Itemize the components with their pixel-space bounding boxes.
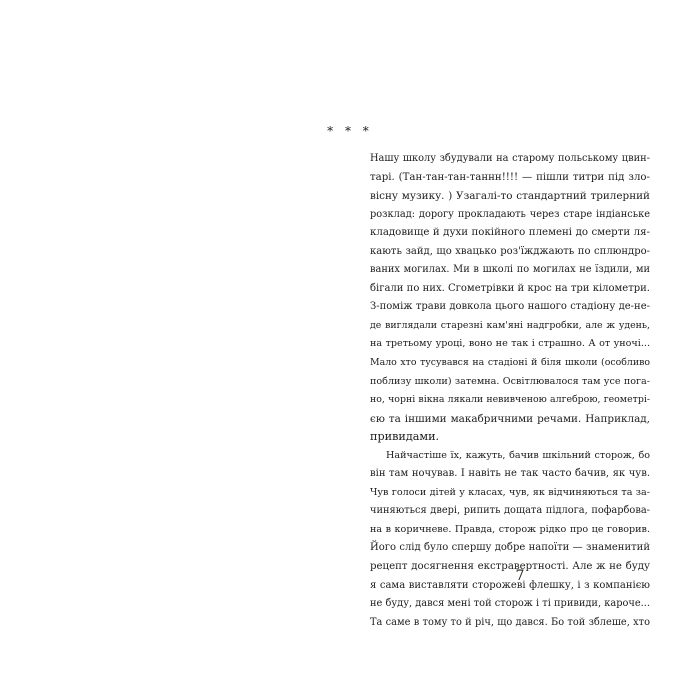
text-line: єю та іншими макабричними речами. Наприклад, [370, 412, 650, 425]
text-line: вісну музику. ) Узагалі-то стандартний трилерний [370, 190, 650, 203]
text-line: розклад: дорогу прокладають через старе індіанське [370, 208, 650, 220]
text-line: Нашу школу збудували на старому польському цвин- [370, 153, 650, 164]
text-line: ваних могилах. Ми в школі по могилах не їздили, ми [370, 264, 650, 276]
text-line: кладовище й духи покійного племені до смерти ля- [370, 227, 650, 239]
text-line: чиняються двері, рипить дощата підлога, пофарбова- [370, 505, 650, 517]
text-line: Найчастіше їх, кажуть, бачив шкільний сторож, бо [386, 449, 650, 461]
text-line: де виглядали старезні кам'яні надгробки, але ж удень, [370, 319, 650, 331]
text-line: Чув голоси дітей у класах, чув, як відчиняються та за- [370, 486, 650, 498]
text-line: він там ночував. І навіть не так часто бачив, як чув. [370, 468, 650, 480]
paragraph-1 [370, 150, 650, 447]
text-line: поблизу школи) затемна. Освітлювалося там усе пога- [370, 375, 650, 387]
text-line: я сама виставляти сторожеві флешку, і з компанією [370, 579, 650, 591]
text-line: на в коричневе. Правда, сторож рідко про це говорив. [370, 523, 650, 535]
text-line: на третьому уроці, воно не так і страшно. А от уночі... [370, 338, 650, 350]
text-line: Мало хто тусувався на стадіоні й біля школи (особливо [370, 357, 650, 369]
text-line: не буду, дався мені той сторож і ті привиди, кароче... [370, 598, 650, 610]
page-number: 7 [515, 568, 525, 584]
text-line: рецепт досягнення екстравертності. Але ж не буду [370, 561, 650, 573]
section-break-asterisks: * * * [327, 124, 373, 138]
text-line: Його слід було спершу добре напоїти — знаменитий [370, 542, 650, 554]
paragraph-2 [370, 447, 650, 632]
text-line: привидами. [370, 430, 440, 444]
text-line: но, чорні вікна лякали невивченою алгеброю, геометрі- [370, 394, 650, 406]
text-line: З-поміж трави довкола цього нашого стадіону де-не- [370, 301, 650, 313]
text-line: бігали по них. Сгометрівки й крос на три кілометри. [370, 282, 650, 294]
body-text [370, 150, 650, 632]
text-line: Та саме в тому то й річ, що дався. Бо той зблеше, хто [370, 616, 650, 628]
text-line: кають зайд, що хвацько роз'їжджають по сплюндро- [370, 245, 650, 257]
text-line: тарі. (Тан-тан-тан-таннн!!!! — пішли титри під зло- [370, 171, 650, 183]
